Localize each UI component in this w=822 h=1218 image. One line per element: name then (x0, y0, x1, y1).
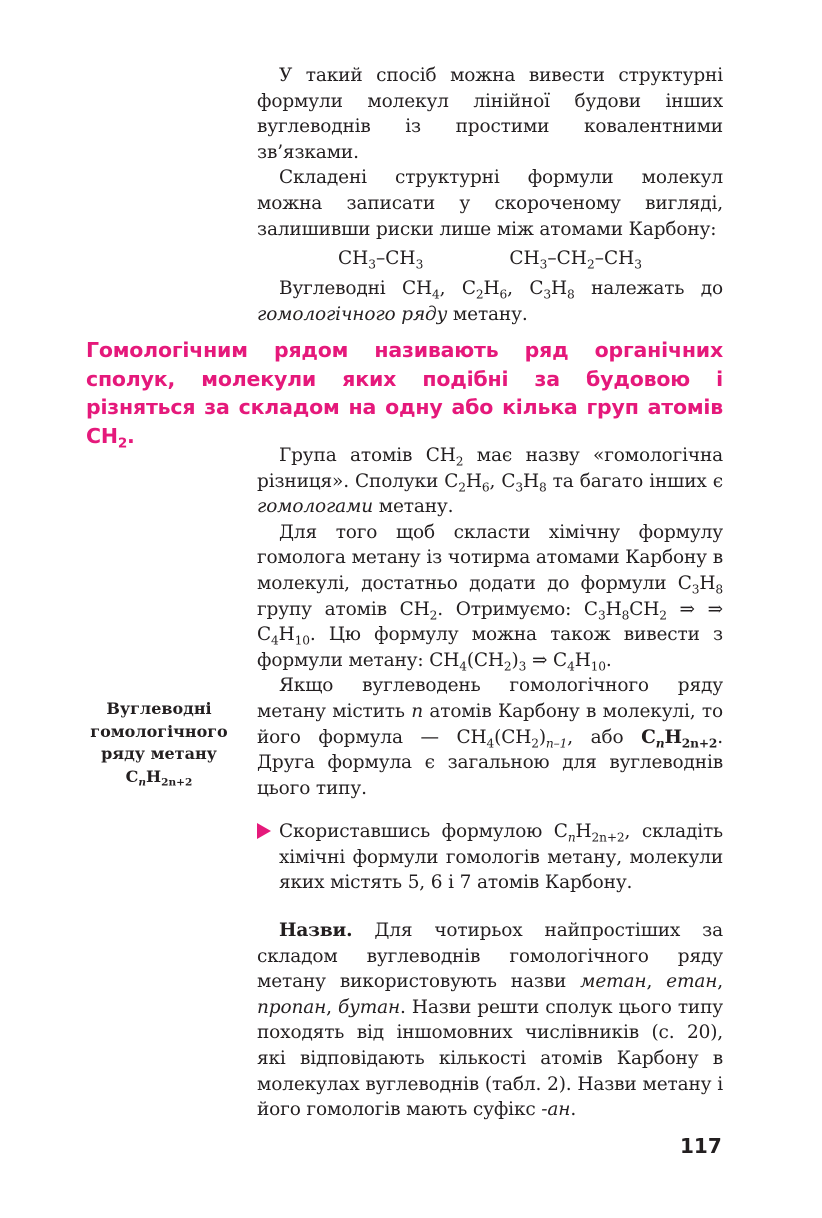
general-formula: $C_nH_{2n+2}$ (641, 726, 718, 750)
intro-paragraph-1: У такий спосіб можна вивести структурні формули молекул лінійної будови інших вуглеводнів із простими ковалентними зв’язками. (257, 65, 723, 163)
margin-note-formula: $C_nH_{2n+2}$ (125, 766, 193, 789)
margin-note: Вуглеводні гомологічного ряду метану $C_nH_{2n+2}$ (74, 698, 244, 788)
propane-formula: $CH_3-CH_2-CH_3$ (509, 248, 643, 272)
group-paragraph: Група атомів $CH_2$ має назву «гомологічна різниця». Сполуки $C_2H_6$, $C_3H_8$ та багато інших є гомологами метану. (257, 445, 724, 518)
page-number: 117 (680, 1134, 722, 1158)
task-block: Скориставшись формулою $C_nH_{2n+2}$, складіть хімічні формули гомологів метану, молекули яких містять 5, 6 і 7 атомів Карбону. (257, 819, 723, 896)
triangle-marker-icon (257, 823, 271, 839)
names-block (257, 918, 723, 1123)
intro-paragraph-2: Складені структурні формули молекул можна записати у скороченому вигляді, залишивши риски лише між атомами Карбону: (257, 167, 723, 240)
condensed-formulas (257, 246, 723, 272)
definition-highlight: Гомологічним рядом називають ряд органічних сполук, молекули яких подібні за будовою і різняться за складом на одну або кілька груп атомів $CH_2$. (86, 338, 723, 452)
general-formula-paragraph: Якщо вуглеводень гомологічного ряду метану містить n атомів Карбону в молекулі, то його формула — $CH_4(CH_2)_{n-1}$, або $C_nH_{2n+2}$. Друга формула є загальною для вуглеводнів цього типу. (257, 675, 723, 799)
names-paragraph: Назви. Для чотирьох найпростіших за складом вуглеводнів гомологічного ряду метану використовують назви метан, етан, пропан, бутан. Назви решти сполук цього типу походять від іншомовних числівників (с. 20), які відповідають кількості атомів Карбону в молекулах вуглеводнів (табл. 2). Назви метану і його гомологів мають суфікс -ан. (257, 920, 723, 1121)
intro-block (257, 63, 723, 327)
main-block (257, 443, 723, 801)
derive-paragraph: Для того щоб скласти хімічну формулу гомолога метану із чотирма атомами Карбону в молекулі, достатньо додати до формули $C_3H_8$ групу атомів $CH_2$. Отримуємо: $C_3H_8CH_2$ ⇒ ⇒ $C_4H_{10}$. Цю формулу можна також вивести з формули метану: $CH_4(CH_2)_3$ ⇒ $C_4H_{10}$. (257, 521, 724, 674)
homolog-paragraph: Вуглеводні $CH_4$, $C_2H_6$, $C_3H_8$ належать до гомологічного ряду метану. (257, 278, 724, 325)
ethane-formula: $CH_3-CH_3$ (337, 248, 424, 272)
